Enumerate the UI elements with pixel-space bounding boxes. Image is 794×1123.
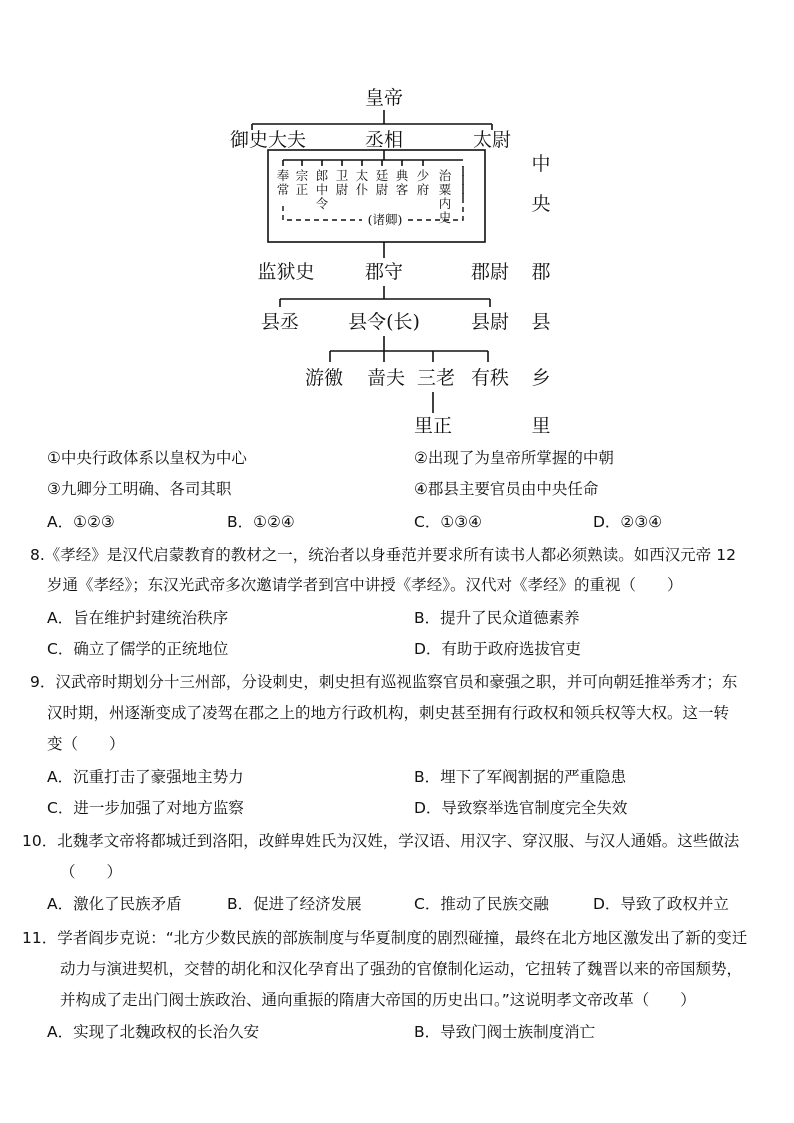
minister-title-char: 正 bbox=[295, 182, 309, 197]
prefecture-right-label: 郡尉 bbox=[470, 261, 510, 283]
minister-title-char: 少 bbox=[416, 168, 430, 183]
minister-title-char: 典 bbox=[395, 168, 409, 183]
minister-title-char: 尉 bbox=[375, 182, 389, 197]
prefecture-mid-label: 郡守 bbox=[364, 261, 404, 283]
minister-title-char: 尉 bbox=[335, 182, 349, 197]
township-label: 啬夫 bbox=[366, 367, 406, 389]
minister-title-char: 府 bbox=[416, 182, 430, 197]
q10-stem-line: 10．北魏孝文帝将都城迁到洛阳，改鲜卑姓氏为汉姓，学汉语、用汉字、穿汉服、与汉人通婚。这些做法 bbox=[22, 832, 740, 850]
level-label-central: 央 bbox=[531, 193, 551, 215]
township-label: 游徼 bbox=[304, 367, 344, 389]
prefecture-left-label: 监狱史 bbox=[257, 261, 315, 283]
minister-title-char: 粟 bbox=[438, 182, 452, 197]
q7-statement: ②出现了为皇帝所掌握的中朝 bbox=[414, 449, 614, 467]
han-bureaucracy-diagram bbox=[0, 0, 794, 445]
level-label-township: 乡 bbox=[531, 367, 551, 389]
central-left-label: 御史大夫 bbox=[229, 129, 307, 151]
minister-title-char: 廷 bbox=[375, 168, 389, 183]
q11-stem-line: 11．学者阎步克说：“北方少数民族的部族制度与华夏制度的剧烈碰撞，最终在北方地区激发出了新的变迁 bbox=[22, 929, 748, 947]
emperor-label: 皇帝 bbox=[364, 87, 404, 109]
q8-stem-line: 8.《孝经》是汉代启蒙教育的教材之一，统治者以身垂范并要求所有读书人都必须熟读。如西汉元帝 12 bbox=[30, 546, 736, 564]
level-label-central: 中 bbox=[531, 153, 551, 175]
minister-title-char: 奉 bbox=[276, 168, 290, 183]
q10-stem-line: （ ） bbox=[60, 863, 123, 881]
minister-title-char: 客 bbox=[395, 182, 409, 197]
q8-stem-line: 岁通《孝经》；东汉光武帝多次邀请学者到宫中讲授《孝经》。汉代对《孝经》的重视（ ） bbox=[47, 576, 683, 594]
q7-option-b[interactable]: B．①②④ bbox=[227, 513, 295, 531]
minister-title-char: 仆 bbox=[355, 182, 369, 197]
level-label-county: 县 bbox=[531, 311, 551, 333]
minister-title-char: 太 bbox=[355, 168, 369, 183]
minister-title-char: 内 bbox=[438, 196, 452, 211]
minister-title-char: 卫 bbox=[335, 168, 349, 183]
q9-stem-line: 变（ ） bbox=[47, 735, 125, 753]
minister-title-char: 中 bbox=[315, 182, 329, 197]
q10-option-b[interactable]: B．促进了经济发展 bbox=[227, 895, 362, 913]
minister-title-char: 宗 bbox=[295, 168, 309, 183]
q8-option-d[interactable]: D．有助于政府选拔官吏 bbox=[414, 640, 581, 658]
county-left-label: 县丞 bbox=[260, 311, 300, 333]
q7-option-a[interactable]: A．①②③ bbox=[47, 513, 115, 531]
township-label: 三老 bbox=[416, 367, 456, 389]
minister-title-char: 治 bbox=[438, 168, 452, 183]
q8-option-c[interactable]: C．确立了儒学的正统地位 bbox=[47, 640, 229, 658]
county-right-label: 县尉 bbox=[470, 311, 510, 333]
minister-title-char: 常 bbox=[276, 182, 290, 197]
q8-option-b[interactable]: B．提升了民众道德素养 bbox=[414, 609, 580, 627]
minister-title-char: 史 bbox=[438, 210, 452, 225]
village-label: 里正 bbox=[413, 415, 453, 437]
q8-option-a[interactable]: A．旨在维护封建统治秩序 bbox=[47, 609, 229, 627]
q11-option-a[interactable]: A．实现了北魏政权的长治久安 bbox=[47, 1023, 260, 1041]
ministers-group-label: (诸卿) bbox=[367, 212, 403, 227]
q11-stem-line: 并构成了走出门阀士族政治、通向重振的隋唐大帝国的历史出口。”这说明孝文帝改革（ ） bbox=[60, 991, 696, 1009]
q7-statement: ①中央行政体系以皇权为中心 bbox=[47, 449, 247, 467]
minister-title-char: 郎 bbox=[315, 168, 329, 183]
county-mid-label: 县令(长) bbox=[348, 311, 420, 333]
q11-stem-line: 动力与演进契机，交替的胡化和汉化孕育出了强劲的官僚制化运动，它扭转了魏晋以来的帝国颓势， bbox=[60, 960, 743, 978]
minister-title-char: 令 bbox=[315, 196, 329, 211]
q11-option-b[interactable]: B．导致门阀士族制度消亡 bbox=[414, 1023, 596, 1041]
q7-statement: ③九卿分工明确、各司其职 bbox=[47, 480, 232, 498]
q10-option-c[interactable]: C．推动了民族交融 bbox=[414, 895, 549, 913]
q9-stem-line: 汉时期，州逐渐变成了凌驾在郡之上的地方行政机构，刺史甚至拥有行政权和领兵权等大权。这一转 bbox=[47, 704, 730, 722]
q9-option-b[interactable]: B．埋下了军阀割据的严重隐患 bbox=[414, 768, 627, 786]
q10-option-d[interactable]: D．导致了政权并立 bbox=[593, 895, 729, 913]
central-mid-label: 丞相 bbox=[364, 129, 404, 151]
level-label-village: 里 bbox=[531, 415, 551, 437]
q7-option-c[interactable]: C．①③④ bbox=[414, 513, 483, 531]
level-label-prefecture: 郡 bbox=[531, 261, 551, 283]
q9-option-d[interactable]: D．导致察举选官制度完全失效 bbox=[414, 799, 628, 817]
central-right-label: 太尉 bbox=[472, 129, 512, 151]
q10-option-a[interactable]: A．激化了民族矛盾 bbox=[47, 895, 182, 913]
q9-option-c[interactable]: C．进一步加强了对地方监察 bbox=[47, 799, 244, 817]
q7-option-d[interactable]: D．②③④ bbox=[593, 513, 663, 531]
township-label: 有秩 bbox=[470, 367, 510, 389]
q7-statement: ④郡县主要官员由中央任命 bbox=[414, 480, 599, 498]
q9-stem-line: 9．汉武帝时期划分十三州部，分设刺史，刺史担有巡视监察官员和豪强之职，并可向朝廷推举秀才；东 bbox=[30, 673, 738, 691]
q9-option-a[interactable]: A．沉重打击了豪强地主势力 bbox=[47, 768, 244, 786]
